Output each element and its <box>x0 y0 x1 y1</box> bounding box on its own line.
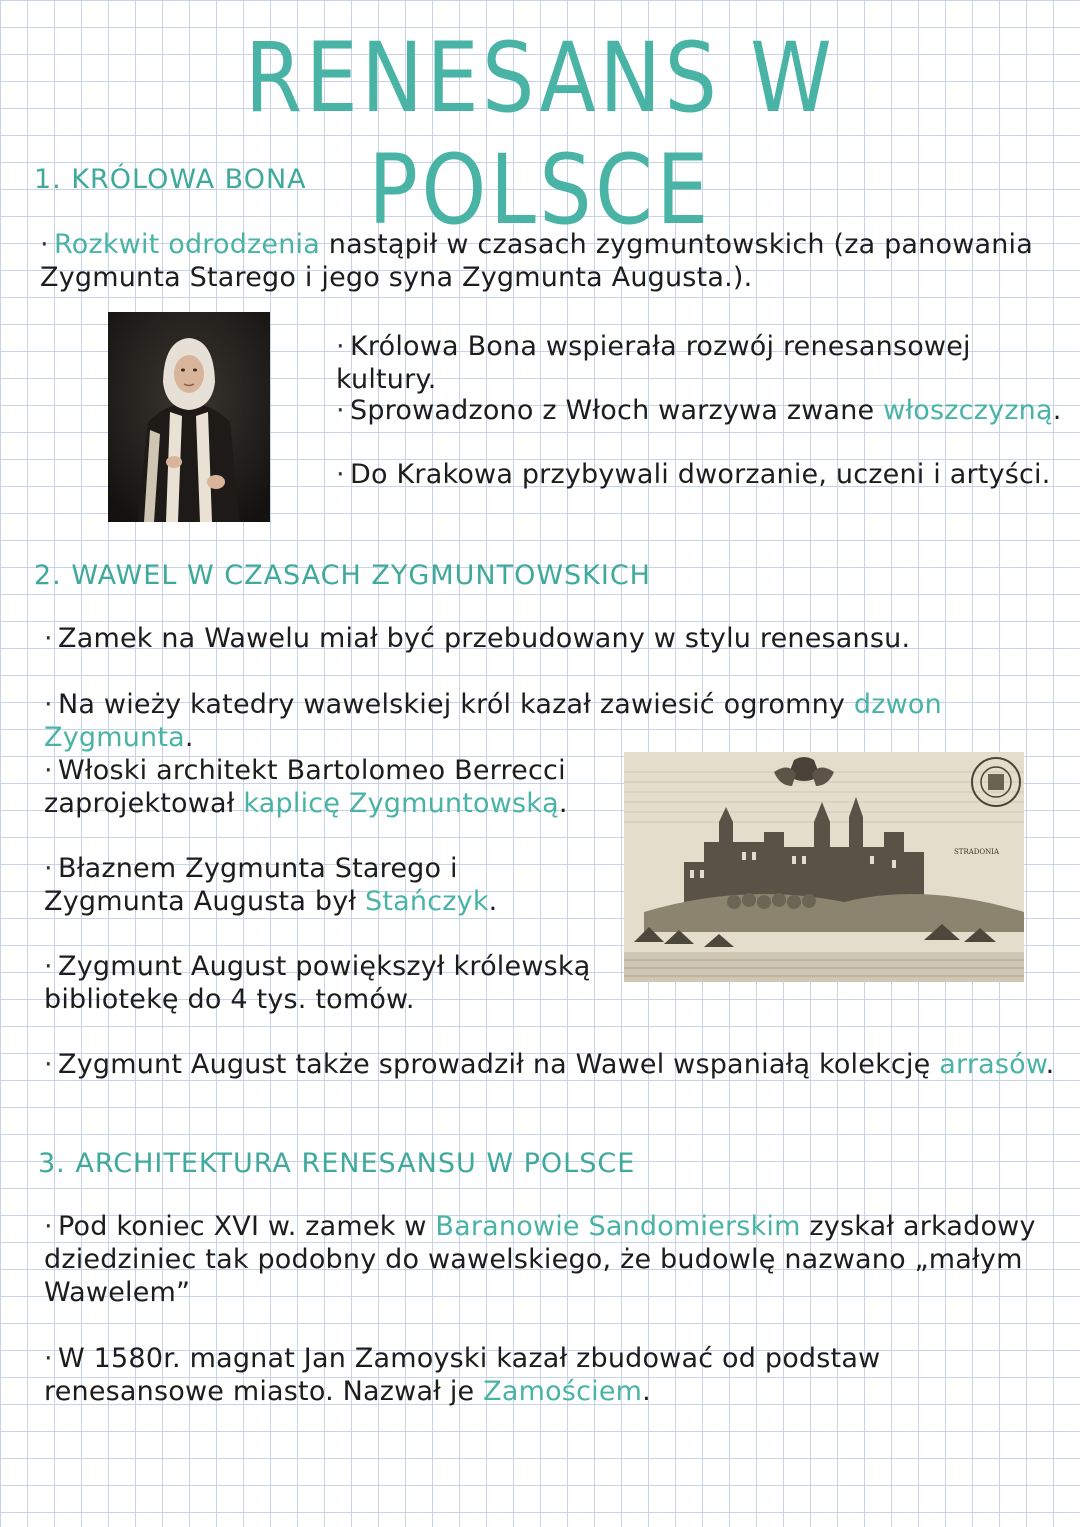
stanczyk-highlight: Stańczyk <box>365 886 489 917</box>
baranow-highlight: Baranowie Sandomierskim <box>435 1211 801 1242</box>
intro-text: nastąpił w czasach zygmuntowskich (za panowania Zygmunta Starego i jego syna Zygmunta Augusta.). <box>40 229 1033 293</box>
section-3-bullet-2: · W 1580r. magnat Jan Zamoyski kazał zbudować od podstaw renesansowe miasto. Nazwał je Zamościem. <box>44 1343 881 1407</box>
zamosc-highlight: Zamościem <box>483 1376 643 1407</box>
kaplica-highlight: kaplicę Zygmuntowską <box>243 788 559 819</box>
queen-bona-portrait <box>108 312 270 522</box>
section-2-bullet-6: · Zygmunt August także sprowadził na Wawel wspaniałą kolekcję arrasów. <box>44 1049 1055 1080</box>
section-2-bullet-2: · Na wieży katedry wawelskiej król kazał zawiesić ogromny dzwon Zygmunta. <box>44 689 942 753</box>
section-3-bullet-1: · Pod koniec XVI w. zamek w Baranowie Sandomierskim zyskał arkadowy dziedziniec tak podobny do wawelskiego, że budowlę nazwano „małym Wawelem” <box>44 1211 1036 1308</box>
dzwon-highlight: dzwon Zygmunta <box>44 689 942 753</box>
wawel-engraving <box>624 752 1024 982</box>
section-1-bullet-1: · Królowa Bona wspierała rozwój renesansowej kultury. <box>336 331 971 395</box>
section-3-heading: 3. ARCHITEKTURA RENESANSU W POLSCE <box>38 1148 636 1179</box>
section-1-bullet-2: · Sprowadzono z Włoch warzywa zwane włoszczyzną. <box>336 395 1062 426</box>
section-2-bullet-5: · Zygmunt August powiększył królewską bibliotekę do 4 tys. tomów. <box>44 951 591 1015</box>
section-1-bullet-3: · Do Krakowa przybywali dworzanie, uczeni i artyści. <box>336 459 1051 490</box>
section-2-heading: 2. WAWEL W CZASACH ZYGMUNTOWSKICH <box>34 560 651 591</box>
engraving-label: STRADONIA <box>954 848 1000 856</box>
intro-highlight: Rozkwit odrodzenia <box>54 229 320 260</box>
section-2-bullet-3: · Włoski architekt Bartolomeo Berrecci zaprojektował kaplicę Zygmuntowską. <box>44 755 568 819</box>
section-2-bullet-1: · Zamek na Wawelu miał być przebudowany w stylu renesansu. <box>44 623 911 654</box>
wloszczyzna-highlight: włoszczyzną <box>883 395 1053 426</box>
section-1-heading: 1. KRÓLOWA BONA <box>34 164 307 195</box>
section-2-bullet-4: · Błaznem Zygmunta Starego i Zygmunta Augusta był Stańczyk. <box>44 853 498 917</box>
page-title: RENESANS W POLSCE <box>244 22 836 246</box>
section-1-intro: · Rozkwit odrodzenia nastąpił w czasach zygmuntowskich (za panowania Zygmunta Starego i jego syna Zygmunta Augusta.). <box>40 229 1033 293</box>
arrasy-highlight: arrasów <box>939 1049 1046 1080</box>
